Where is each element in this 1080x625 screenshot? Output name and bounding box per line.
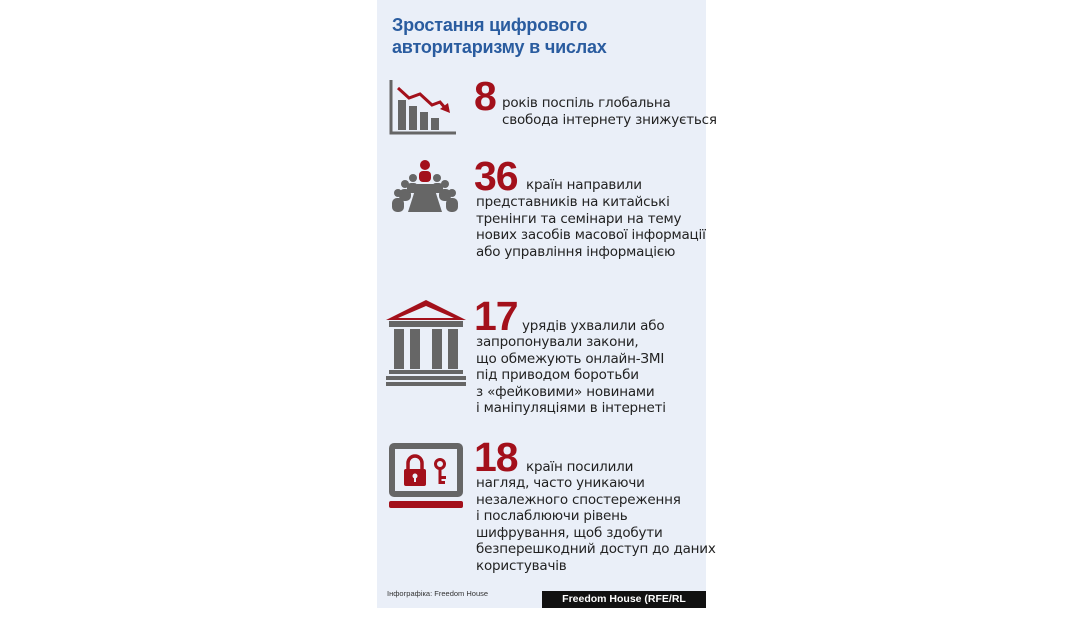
locked-laptop-icon: [388, 442, 464, 510]
stat-text-2: [476, 194, 706, 260]
stat-number-1: 8: [474, 73, 496, 119]
stat-line: користувачів: [476, 557, 567, 574]
stat-line: незалежного спостереження: [476, 491, 681, 508]
stat-text-1: [502, 95, 717, 128]
stat-line: і послаблюючи рівень: [476, 508, 628, 525]
stat-number-4: 18: [474, 434, 518, 480]
stat-text-2-head: [526, 177, 642, 194]
stat-number-2: 36: [474, 153, 518, 199]
stat-line: з «фейковими» новинами: [476, 383, 655, 400]
stat-line: або управління інформацією: [476, 243, 676, 260]
stat-text-4-head: [526, 459, 633, 476]
stat-line: років поспіль глобальна: [502, 95, 671, 111]
stat-text-3: [476, 334, 666, 417]
stat-line: нагляд, часто уникаючи: [476, 475, 645, 491]
title-line-2: авторитаризму в числах: [392, 37, 607, 57]
audience-icon: [390, 160, 460, 215]
stat-text-4: [476, 475, 716, 575]
stat-line: запропонували закони,: [476, 334, 639, 350]
stat-line: і маніпуляціями в інтернеті: [476, 400, 666, 417]
stat-line: що обмежують онлайн-ЗМІ: [476, 350, 665, 367]
infographic-title: [392, 14, 692, 58]
infographic-credit: Інфографіка: Freedom House: [387, 589, 489, 598]
stat-line: нових засобів масової інформації: [476, 227, 706, 244]
stat-line: урядів ухвалили або: [522, 318, 665, 334]
stat-line: під приводом боротьби: [476, 367, 639, 384]
title-line-1: Зростання цифрового: [392, 15, 588, 35]
declining-chart-icon: [388, 78, 458, 136]
source-caption: Freedom House (RFE/RL Graphics): [542, 591, 706, 608]
stat-text-3-head: [522, 318, 664, 335]
stat-line: представників на китайські: [476, 194, 670, 210]
stat-number-3: 17: [474, 293, 518, 339]
government-building-icon: [386, 300, 466, 386]
stat-line: тренінги та семінари на тему: [476, 210, 682, 227]
stat-line: шифрування, щоб здобути: [476, 524, 663, 541]
stat-line: безперешкодний доступ до даних: [476, 541, 716, 558]
stat-line: свобода інтернету знижується: [502, 111, 717, 128]
stat-line: країн направили: [526, 177, 642, 193]
stat-line: країн посилили: [526, 459, 634, 475]
